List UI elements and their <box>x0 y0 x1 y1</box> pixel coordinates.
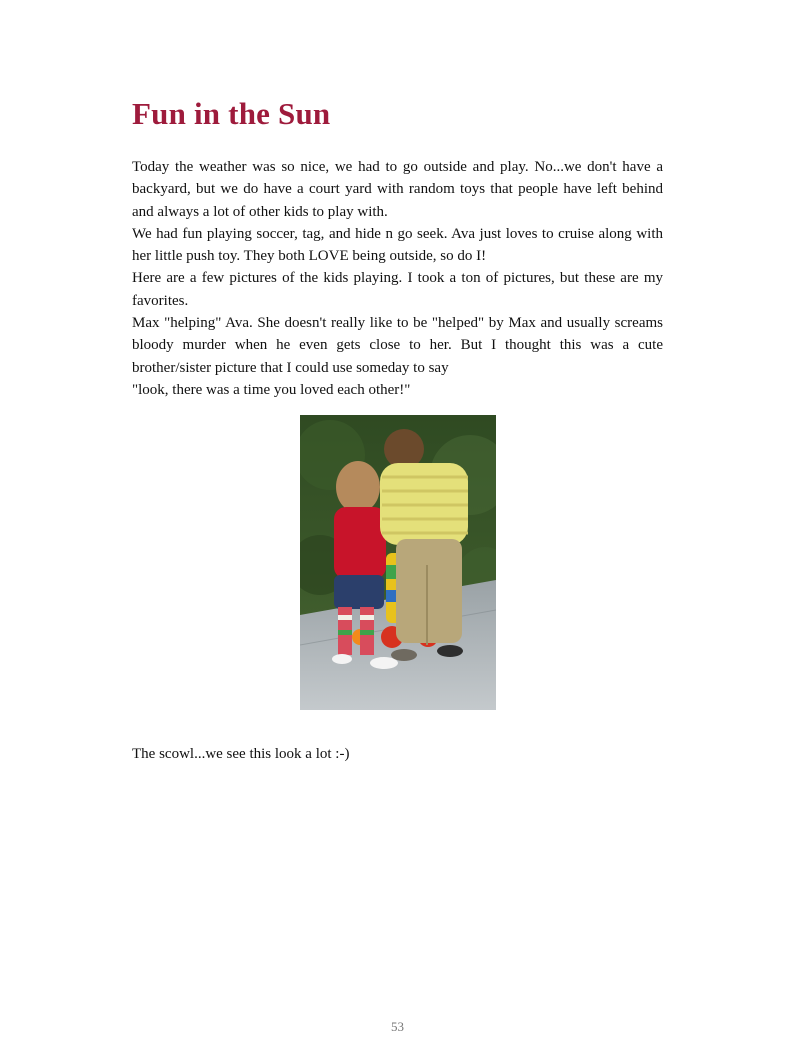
paragraph-helping: Max "helping" Ava. She doesn't really like to be "helped" by Max and usually screams bloody murder when he even gets close to her. But I thought this was a cute brother/sister picture that I could use someday to say <box>132 315 663 376</box>
post-title: Fun in the Sun <box>132 96 331 131</box>
photo-caption: The scowl...we see this look a lot :-) <box>132 746 350 762</box>
paragraph-pictures: Here are a few pictures of the kids playing. I took a ton of pictures, but these are my favorites. <box>132 270 663 309</box>
paragraph-weather: Today the weather was so nice, we had to go outside and play. No...we don't have a backyard, but we do have a court yard with random toys that people have left behind and always a lot of other kids to play with. <box>132 159 663 220</box>
page-number: 53 <box>391 1019 404 1034</box>
paragraph-games: We had fun playing soccer, tag, and hide n go seek. Ava just loves to cruise along with her little push toy. They both LOVE being outside, so do I! <box>132 225 663 265</box>
kids-playing-photo <box>300 415 496 710</box>
paragraph-quote: "look, there was a time you loved each other!" <box>132 381 411 398</box>
post-body <box>132 156 663 401</box>
